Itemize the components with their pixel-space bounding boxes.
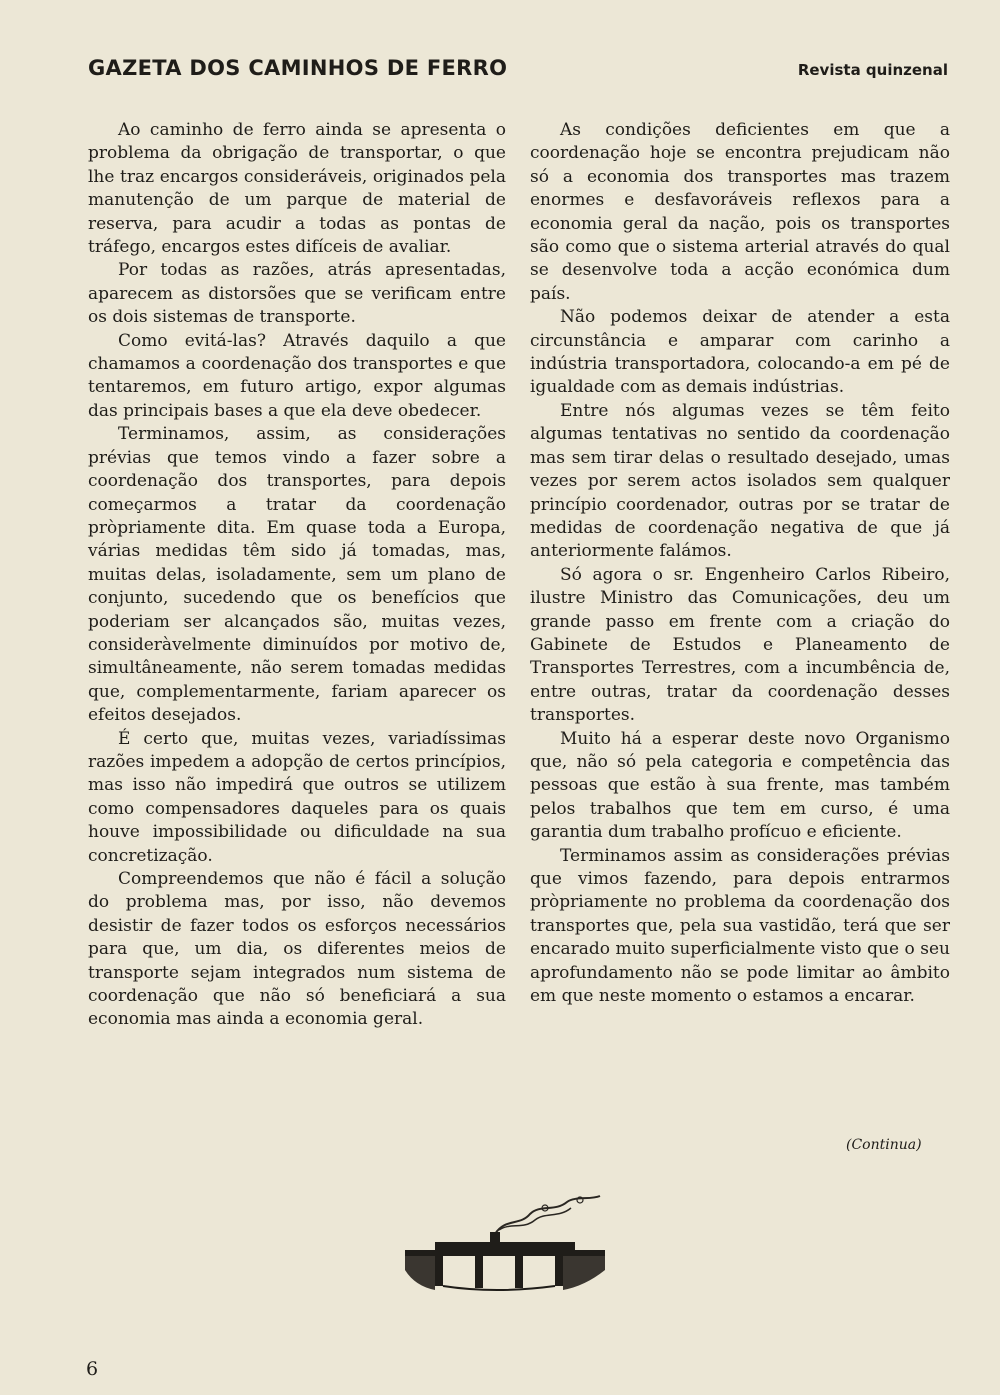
- continuation-note: (Continua): [846, 1137, 922, 1153]
- page-header: [88, 56, 948, 80]
- paragraph: É certo que, muitas vezes, variadíssimas razões impedem a adopção de certos princípios, mas isso não impedirá que outros se utilizem como compensadores daqueles para os quais houve impossibilidade ou dificuldade na sua concretização.: [88, 728, 506, 866]
- paragraph: Entre nós algumas vezes se têm feito algumas tentativas no sentido da coordenação mas sem tirar delas o resultado desejado, umas vezes por serem actos isolados sem qualquer princípio coordenador, outras por se tratar de medidas de coordenação negativa de que já anteriormente falámos.: [530, 400, 950, 562]
- paragraph: Terminamos, assim, as considerações prévias que temos vindo a fazer sobre a coordenação dos transportes, para depois começarmos a tratar da coordenação pròpriamente dita. Em quase toda a Europa, várias medidas têm sido já tomadas, mas, muitas delas, isoladamente, sem um plano de conjunto, sucedendo que os benefícios que poderiam ser alcançados são, muitas vezes, consideràvelmente diminuídos por motivo de, simultâneamente, não serem tomadas medidas que, complementarmente, fariam aparecer os efeitos desejados.: [88, 424, 506, 726]
- paragraph: Só agora o sr. Engenheiro Carlos Ribeiro, ilustre Ministro das Comunicações, deu um grande passo em frente com a criação do Gabinete de Estudos e Planeamento de Transportes Terrestres, com a incumbência de, entre outras, tratar da coordenação desses transportes.: [530, 564, 950, 726]
- journal-title: GAZETA DOS CAMINHOS DE FERRO: [88, 56, 508, 80]
- paragraph: Não podemos deixar de atender a esta circunstância e amparar com carinho a indústria transportadora, colocando-a em pé de igualdade com as demais indústrias.: [530, 307, 950, 398]
- paragraph: Terminamos assim as considerações prévias que vimos fazendo, para depois entrarmos pròpriamente no problema da coordenação dos transportes que, pela sua vastidão, terá que ser encarado muito superficialmente visto que o seu aprofundamento não se pode limitar ao âmbito em que neste momento o estamos a encarar.: [530, 845, 950, 1007]
- left-column: [88, 119, 506, 1032]
- paragraph: Como evitá-las? Através daquilo a que chamamos a coordenação dos transportes e que tentaremos, em futuro artigo, expor algumas das principais bases a que ela deve obedecer.: [88, 330, 506, 421]
- page-number: 6: [86, 1358, 99, 1380]
- paragraph: Ao caminho de ferro ainda se apresenta o problema da obrigação de transportar, o que lhe traz encargos consideráveis, originados pela manutenção de um parque de material de reserva, para acudir a todas as pontas de tráfego, encargos estes difíceis de avaliar.: [88, 120, 506, 258]
- paragraph: Muito há a esperar deste novo Organismo que, não só pela categoria e competência das pessoas que estão à sua frente, mas também pelos trabalhos que tem em curso, é uma garantia dum trabalho profícuo e eficiente.: [530, 728, 950, 843]
- right-column: [530, 119, 950, 1008]
- paragraph: Compreendemos que não é fácil a solução do problema mas, por isso, não devemos desistir de fazer todos os esforços necessários para que, um dia, os diferentes meios de transporte sejam integrados num sistema de coordenação que não só beneficiará a sua economia mas ainda a economia geral.: [88, 869, 506, 1030]
- paragraph: Por todas as razões, atrás apresentadas, aparecem as distorsões que se verificam entre os dois sistemas de transporte.: [88, 260, 506, 328]
- paragraph: As condições deficientes em que a coordenação hoje se encontra prejudicam não só a economia dos transportes mas trazem enormes e desfavoráveis reflexos para a economia geral da nação, pois os transportes são como que o sistema arterial através do qual se desenvolve toda a acção económica dum país.: [530, 120, 950, 304]
- journal-subtitle: Revista quinzenal: [797, 61, 948, 79]
- train-bridge-illustration-icon: [395, 1190, 615, 1300]
